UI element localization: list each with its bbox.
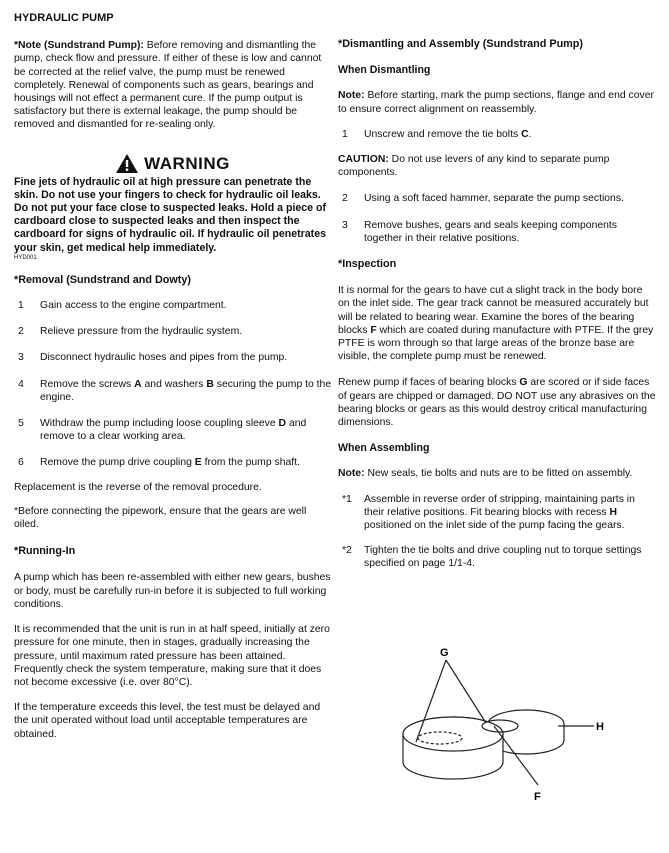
note-sundstrand (14, 39, 332, 131)
pipework-note-text: Before connecting the pipework, ensure that the gears are well oiled. (14, 505, 307, 531)
ref-letter: B (206, 378, 214, 390)
bearing-block-drawing (403, 660, 594, 785)
bearing-block-diagram (388, 622, 608, 812)
step-text: Remove bushes, gears and seals keeping components together in their relative positions. (364, 219, 617, 244)
ref-letter: D (278, 418, 287, 430)
step-text-part: Withdraw the pump including loose coupling sleeve (40, 418, 279, 430)
step-text (40, 378, 332, 404)
removal-heading-text: Removal (Sundstrand and Dowty) (18, 273, 191, 286)
inspection-p1 (338, 284, 656, 363)
assembling-note (338, 467, 656, 480)
step-text-part: securing the pump to the engine. (40, 378, 332, 403)
inspection-bullet: * (338, 258, 343, 271)
left-column (14, 0, 332, 741)
dismantling-note-text: Before starting, mark the pump sections, flange and end cover to ensure correct alignment on reassembly. (338, 90, 654, 115)
running-in-p1: A pump which has been re-assembled with either new gears, bushes or body, must be carefully run-in before it is subjected to full working conditions. (14, 572, 331, 610)
dismantling-bullet: * (338, 38, 343, 50)
running-in-p2: It is recommended that the unit is run in at half speed, initially at zero pressure for one minute, then in stages, gradually increasing the pressure, until maximum rated pressure has been attained. Frequently check the system temperature, making sure that it does not become excessive (i.e. over 80°C). (14, 624, 330, 688)
removal-bullet: * (14, 273, 19, 286)
removal-heading (14, 274, 332, 287)
step-number: 1 (342, 128, 348, 140)
step-number: 1 (18, 300, 24, 312)
warning-title: WARNING (144, 153, 230, 173)
step-text-part: positioned on the inlet side of the pump facing the gears. (364, 520, 625, 532)
label-f: F (534, 791, 541, 803)
warning-text: Fine jets of hydraulic oil at high pressure can penetrate the skin. Do not use your fingers to check for hydraulic oil leaks. Do not put your face close to suspected leaks. Hold a piece of cardboard close to suspected leaks and then inspect the cardboard for signs of hydraulic oil. If hydraulic oil penetrates your skin, get medical help immediately. (14, 175, 326, 254)
warning-code: HYD001 (14, 254, 37, 261)
dismantling-step-2 (338, 192, 656, 205)
when-assembling-heading: When Assembling (338, 442, 430, 455)
step-text-part: and washers (141, 378, 207, 390)
replacement-text: Replacement is the reverse of the removal procedure. (14, 481, 262, 493)
removal-step-1 (14, 299, 332, 312)
dismantling-note (338, 89, 656, 115)
inspection-text-part: Renew pump if faces of bearing blocks (338, 377, 520, 389)
step-number-value: 2 (346, 545, 352, 557)
step-text-part: Remove the screws (40, 378, 135, 390)
assembling-note-text: New seals, tie bolts and nuts are to be fitted on assembly. (364, 468, 633, 480)
step-number: 5 (18, 418, 24, 430)
ref-letter: F (370, 324, 377, 336)
removal-step-2 (14, 325, 332, 338)
step-number: 3 (18, 352, 24, 364)
step-text (40, 456, 332, 469)
step-text-part: Unscrew and remove the tie bolts (364, 128, 522, 140)
page-title: HYDRAULIC PUMP (14, 12, 114, 24)
inspection-heading-text: Inspection (342, 258, 397, 271)
step-bullet: * (342, 545, 347, 557)
step-text-part: Assemble in reverse order of stripping, maintaining parts in their relative positions. Fit bearing blocks with recess (364, 493, 635, 518)
step-number: 4 (18, 378, 24, 390)
ref-letter: A (134, 378, 142, 390)
inspection-text-part: It is normal for the gears to have cut a slight track in the body bore on the inlet side. The gear track cannot be measured accurately but will be related to bearing wear. Examine the bores of the bearing blocks (338, 285, 649, 336)
step-text: Using a soft faced hammer, separate the pump sections. (364, 193, 624, 205)
note-text: Before removing and dismantling the pump, check flow and pressure. If either of these is low and cannot be corrected at the relief valve, the pump must be renewed completely. Renewal of components such as gears, bearings and housings will not effect a permanent cure. If the pump output is satisfactory but there is external leakage, the pump should be removed and dismantled for re-sealing only. (14, 40, 322, 131)
removal-step-6 (14, 456, 332, 469)
warning-triangle-icon (116, 154, 138, 173)
step-text-part: Remove the pump drive coupling (40, 457, 195, 469)
step-number (338, 544, 364, 570)
dismantling-step-3 (338, 219, 656, 245)
caution-label: CAUTION: (338, 154, 389, 166)
ref-letter: G (519, 377, 528, 389)
step-bullet: * (342, 493, 347, 505)
running-in-p3: If the temperature exceeds this level, the test must be delayed and the unit operated without load until acceptable temperatures are obtained. (14, 702, 321, 740)
step-text-part: from the pump shaft. (201, 457, 300, 469)
dismantling-step-1 (338, 128, 656, 141)
right-column (338, 0, 656, 571)
label-g: G (440, 647, 449, 659)
running-in-heading-text: Running-In (18, 545, 76, 558)
running-in-bullet: * (14, 545, 19, 558)
dismantling-heading-text: Dismantling and Assembly (Sundstrand Pump) (342, 38, 583, 50)
caution-text (338, 153, 656, 179)
running-in-heading (14, 545, 332, 558)
removal-step-3 (14, 351, 332, 364)
warning-header (14, 154, 332, 173)
step-number (338, 493, 364, 533)
step-text: Gain access to the engine compartment. (40, 300, 227, 312)
step-number: 3 (342, 219, 348, 231)
step-text (364, 493, 656, 533)
note-label: Note: (338, 468, 365, 480)
step-number-value: 1 (346, 493, 352, 505)
inspection-text-part: which are coated during manufacture with PTFE. If the grey PTFE is worn through so that large areas of the bronze base are visible, the complete pump must be renewed. (338, 324, 654, 363)
ref-letter: H (609, 506, 617, 518)
ref-letter: C (521, 128, 529, 140)
step-text-part: . (528, 128, 532, 140)
inspection-p2 (338, 376, 656, 429)
step-text: Disconnect hydraulic hoses and pipes from the pump. (40, 352, 288, 364)
step-text: Relieve pressure from the hydraulic system. (40, 326, 243, 338)
label-h: H (596, 721, 604, 733)
step-number: 2 (342, 193, 348, 205)
note-bullet: * (14, 505, 19, 517)
dismantling-heading (338, 38, 656, 51)
inspection-heading (338, 258, 656, 271)
caution-body: Do not use levers of any kind to separate pump components. (338, 154, 610, 179)
when-dismantling-heading: When Dismantling (338, 64, 431, 77)
step-text (40, 417, 332, 443)
removal-step-4 (14, 378, 332, 404)
ref-letter: E (194, 457, 202, 469)
step-text (364, 128, 656, 141)
step-number: 2 (18, 326, 24, 338)
inspection-text-part: are scored or if side faces of gears are chipped or damaged. DO NOT use any abrasives on the bearing blocks or gears as this would destroy critical manufacturing dimensions. (338, 377, 656, 429)
note-label: Note (Sundstrand Pump): (18, 40, 144, 52)
assembling-step-1 (338, 493, 656, 533)
step-text: Tighten the tie bolts and drive coupling nut to torque settings specified on page 1/1-4. (364, 545, 642, 570)
note-label: Note: (338, 90, 365, 102)
step-number: 6 (18, 457, 24, 469)
pipework-note (14, 505, 332, 531)
assembling-step-2 (338, 544, 656, 570)
note-bullet: * (14, 40, 19, 52)
step-text-part: and remove to a clear working area. (40, 418, 307, 443)
removal-step-5 (14, 417, 332, 443)
